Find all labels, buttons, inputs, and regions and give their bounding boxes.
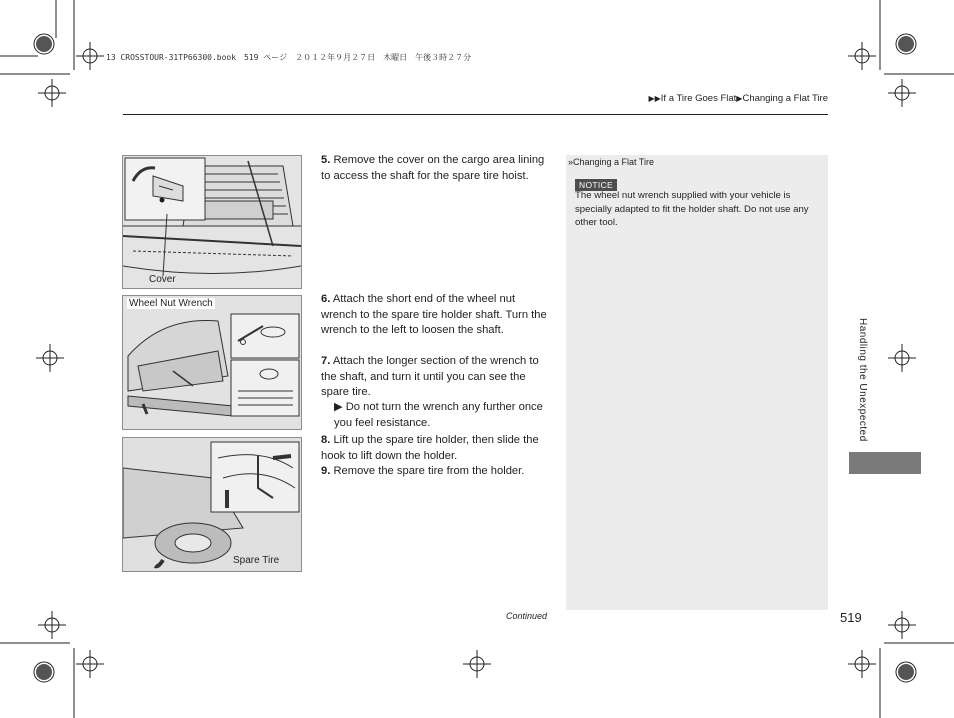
cargo-area-drawing xyxy=(123,156,301,288)
wheel-nut-wrench-label: Wheel Nut Wrench xyxy=(129,298,213,309)
breadcrumb-separator: ▶ xyxy=(736,94,743,103)
step-7-note xyxy=(334,400,554,431)
step-5 xyxy=(321,153,553,184)
step-number: 8. xyxy=(321,434,331,446)
step-number: 6. xyxy=(321,293,331,305)
step-text: Remove the spare tire from the holder. xyxy=(333,465,525,477)
page-number: 519 xyxy=(840,610,862,625)
breadcrumb xyxy=(560,93,828,104)
vehicle-rear-wrench-drawing xyxy=(123,296,301,429)
breadcrumb-section: If a Tire Goes Flat xyxy=(660,93,737,104)
step-7 xyxy=(321,354,553,401)
print-file-info: 13 CROSSTOUR-31TP66300.book 519 ページ ２０１２年９月２７日 木曜日 午後３時２７分 xyxy=(106,53,472,62)
note-arrow-icon: ▶ xyxy=(334,401,343,413)
continued-label: Continued xyxy=(506,611,548,621)
wrench-illustration xyxy=(122,295,302,430)
step-text: Attach the short end of the wheel nut wrench to the spare tire holder shaft. Turn the wrench to the left to loosen the shaft. xyxy=(321,293,547,336)
step-number: 9. xyxy=(321,465,331,477)
step-text: Remove the cover on the cargo area lining to access the shaft for the spare tire hoist. xyxy=(321,154,545,182)
step-text: Attach the longer section of the wrench to the shaft, and turn it until you can see the spare tire. xyxy=(321,355,539,398)
spare-tire-label: Spare Tire xyxy=(233,555,280,566)
header-rule xyxy=(123,114,828,115)
step-8 xyxy=(321,433,553,464)
step-number: 7. xyxy=(321,355,331,367)
side-note-box xyxy=(566,155,828,610)
cargo-cover-illustration xyxy=(122,155,302,289)
reference-icon: » xyxy=(568,157,574,167)
step-6 xyxy=(321,292,553,339)
notice-label: NOTICE xyxy=(575,179,617,191)
notice-text: The wheel nut wrench supplied with your vehicle is specially adapted to fit the holder shaft. Do not use any other tool. xyxy=(575,190,809,228)
chapter-tab-marker xyxy=(849,452,921,474)
breadcrumb-subsection: Changing a Flat Tire xyxy=(742,93,828,104)
cover-label: Cover xyxy=(149,274,176,285)
step-number: 5. xyxy=(321,154,331,166)
note-text: Do not turn the wrench any further once you feel resistance. xyxy=(334,401,543,429)
breadcrumb-arrows: ▶▶ xyxy=(648,94,661,103)
step-9 xyxy=(321,464,553,480)
spare-tire-drawing xyxy=(123,438,301,571)
side-note-title xyxy=(568,157,654,167)
spare-tire-illustration xyxy=(122,437,302,572)
side-note-title-text: Changing a Flat Tire xyxy=(573,157,655,167)
chapter-tab-label: Handling the Unexpected xyxy=(857,318,868,442)
step-text: Lift up the spare tire holder, then slide the hook to lift down the holder. xyxy=(321,434,539,462)
